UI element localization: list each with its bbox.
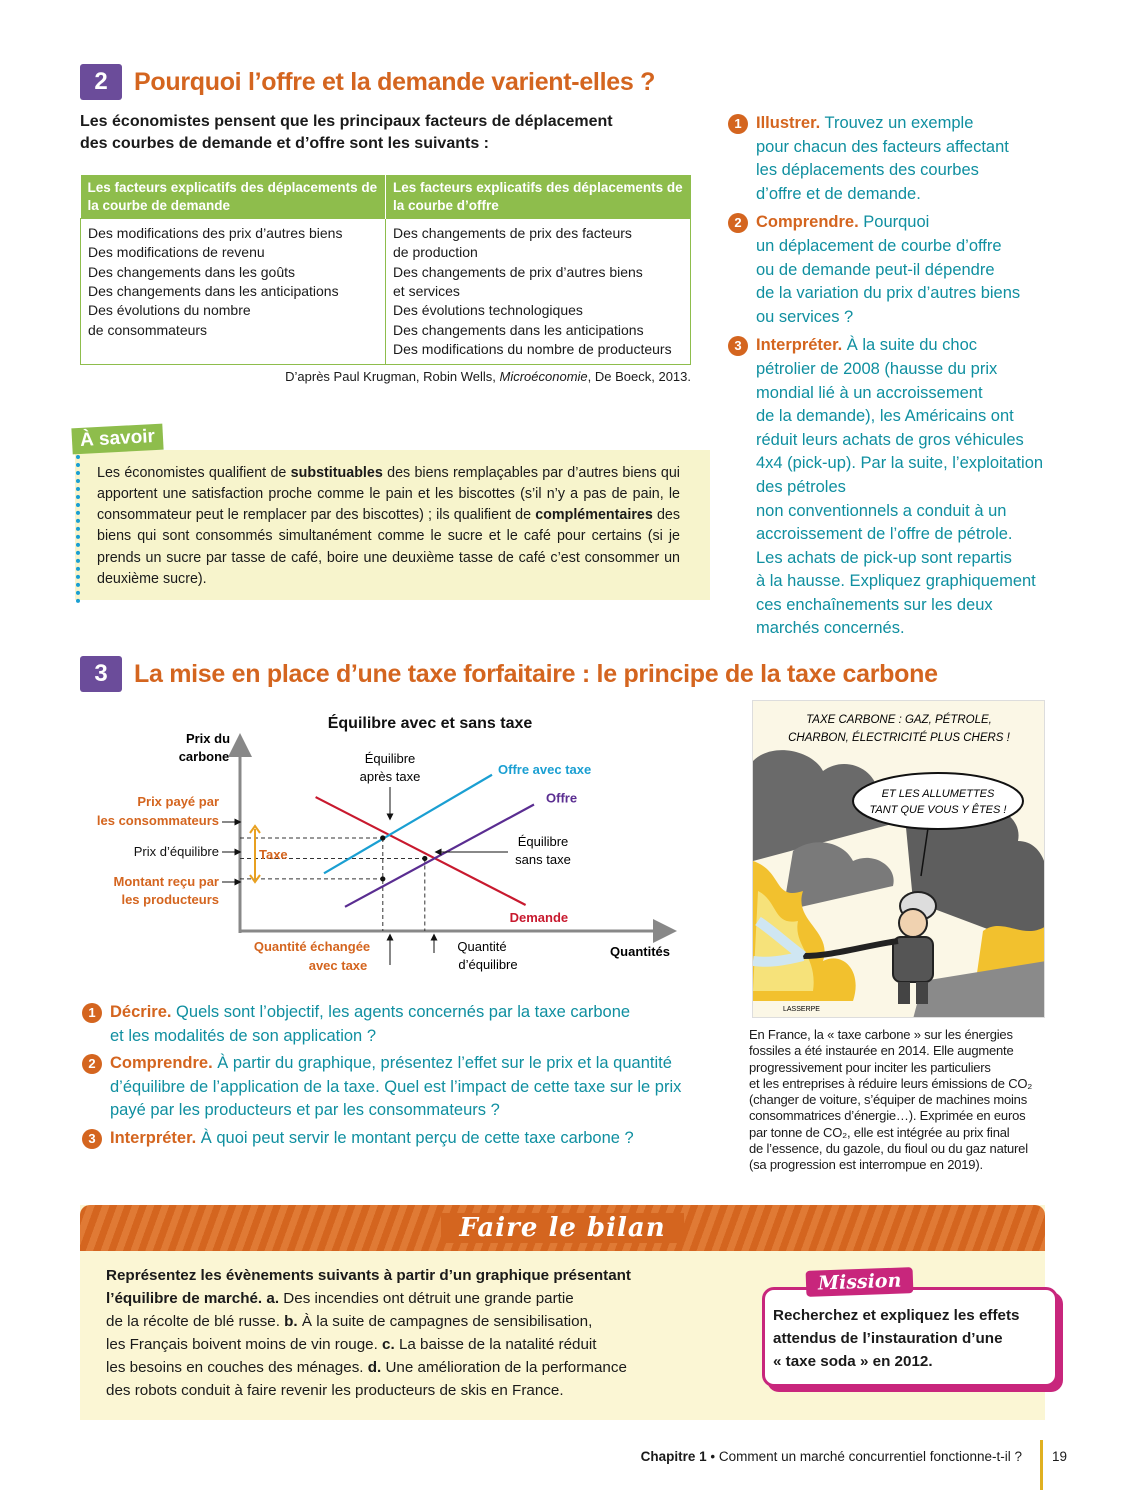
table-line: Des modifications du nombre de producteurs	[393, 340, 672, 357]
series-demande	[316, 797, 526, 905]
mission-box	[762, 1287, 1058, 1387]
table-line: Des changements dans les anticipations	[88, 283, 339, 300]
y-axis-label: Prix du	[185, 731, 231, 746]
table-line: Des changements dans les goûts	[88, 263, 296, 280]
bubble-text: ET LES ALLUMETTES	[881, 788, 995, 800]
series-label: Offre	[546, 790, 578, 806]
equilibrium-point	[380, 835, 385, 840]
bilan-line: des robots conduit à faire revenir les producteurs de skis en France.	[106, 1382, 564, 1400]
bilan-bold-line: Représentez les évènements suivants à partir d’un graphique présentant	[106, 1267, 631, 1284]
question-line: À la suite du choc	[842, 336, 978, 355]
pointer-line	[390, 945, 434, 965]
question-line: des pétroles	[756, 477, 846, 496]
question-line: un déplacement de courbe d’offre	[756, 236, 1002, 255]
section-2-heading	[80, 64, 655, 100]
series-label: Offre avec taxe	[498, 761, 592, 777]
question-line: Pourquoi	[858, 213, 930, 232]
table-cell-supply	[386, 219, 691, 365]
label-montant-recu: les producteurs	[121, 892, 219, 907]
question-line: mondial lié à un accroissement	[756, 383, 983, 402]
question-line: de la demande), les Américains ont	[756, 407, 1014, 426]
caption-line: En France, la « taxe carbone » sur les énergies	[749, 1027, 1013, 1042]
footer-separator: •	[706, 1449, 719, 1464]
question-verb: Illustrer.	[756, 114, 821, 132]
a-savoir-tag: À savoir	[71, 424, 163, 455]
section-title: Pourquoi l’offre et la demande varient-elles ?	[134, 67, 656, 96]
factors-table	[80, 175, 691, 365]
x-axis-label: Quantités	[610, 944, 670, 959]
question-line: réduit leurs achats de gros véhicules	[756, 430, 1024, 449]
caption-line: consommatrices d’énergie…). Exprimée en euros	[749, 1108, 1026, 1124]
bilan-title: Faire le bilan	[441, 1213, 683, 1243]
label-eq-apres: Équilibre	[364, 751, 416, 766]
equilibrium-point	[422, 856, 427, 861]
table-line: Des modifications des prix d’autres biens	[88, 225, 343, 242]
bilan-text	[106, 1264, 706, 1403]
question-verb: Comprendre.	[110, 1054, 213, 1073]
question-number: 3	[82, 1129, 102, 1149]
item-letter: d.	[367, 1359, 382, 1377]
mission-line: « taxe soda » en 2012.	[773, 1353, 933, 1371]
question-number: 1	[82, 1003, 102, 1023]
question-2	[82, 1052, 722, 1123]
label-prix-paye: les consommateurs	[96, 813, 219, 828]
label-q-eq: d’équilibre	[458, 957, 518, 972]
question-verb: Interpréter.	[110, 1128, 197, 1147]
section-number: 2	[80, 64, 122, 100]
cartoon-caption: CHARBON, ÉLECTRICITÉ PLUS CHERS !	[788, 732, 1010, 744]
text: des biens remplaçables par d’autres biens qui apportent une satisfaction proche comme le pain et les biscottes (s’il n’y a pas de pain, le consommateur peut le remplacer par des biscottes) ; ils qualifient de	[97, 465, 680, 524]
label-eq-sans: sans taxe	[515, 852, 571, 867]
label-eq-sans: Équilibre	[517, 834, 569, 849]
bilan-line: La baisse de la natalité réduit	[394, 1336, 597, 1354]
table-source	[80, 369, 691, 384]
question-line: Les achats de pick-up sont repartis	[756, 548, 1012, 567]
mission-line: attendus de l’instauration d’une	[773, 1330, 1003, 1348]
item-letter: a.	[266, 1290, 280, 1308]
bubble-text: TANT QUE VOUS Y ÊTES !	[869, 804, 1007, 816]
source-prefix: D’après Paul Krugman, Robin Wells,	[285, 369, 500, 384]
series-offre	[345, 805, 534, 907]
section-number: 3	[80, 656, 122, 692]
page-bar	[1040, 1440, 1043, 1490]
right-questions	[728, 112, 1058, 641]
question-1	[82, 1001, 722, 1048]
intro-line: Les économistes pensent que les principaux facteurs de déplacement	[80, 113, 613, 130]
label-q-taxe: Quantité échangée	[253, 939, 371, 954]
question-line: pour chacun des facteurs affectant	[756, 137, 1009, 156]
question-line: marchés concernés.	[756, 619, 905, 638]
bilan-line: Une amélioration de la performance	[381, 1359, 627, 1377]
label-eq-apres: après taxe	[359, 769, 421, 784]
cartoon-signature: LASSERPE	[783, 1006, 820, 1013]
a-savoir-text	[97, 463, 680, 590]
text: Les économistes qualifient de	[97, 465, 291, 481]
label-taxe: Taxe	[259, 847, 288, 862]
leg	[898, 982, 910, 1004]
bilan-line: les besoins en couches des ménages.	[106, 1359, 368, 1377]
question-line: ou services ?	[756, 307, 854, 326]
table-line: Des évolutions technologiques	[393, 302, 583, 319]
question-line: et les modalités de son application ?	[110, 1026, 376, 1045]
section-3-heading	[80, 656, 938, 692]
equilibrium-point	[380, 876, 385, 881]
question-number: 2	[728, 213, 748, 233]
table-line: Des modifications de revenu	[88, 244, 265, 261]
leg	[916, 982, 928, 1004]
question-line: À partir du graphique, présentez l’effet sur le prix et la quantité	[212, 1054, 672, 1073]
body	[893, 937, 933, 982]
label-prix-paye: Prix payé par	[137, 794, 219, 809]
question-line: Trouvez un exemple	[820, 114, 974, 132]
question-number: 1	[728, 114, 748, 134]
mission-line: Recherchez et expliquez les effets	[773, 1307, 1020, 1324]
question-line: 4x4 (pick-up). Par la suite, l’exploitation	[756, 454, 1044, 473]
face	[899, 909, 927, 937]
bilan-line: À la suite de campagnes de sensibilisation,	[297, 1313, 593, 1331]
question-1	[728, 112, 1058, 206]
section-title: La mise en place d’une taxe forfaitaire : le principe de la taxe carbone	[134, 659, 938, 688]
question-line: ou de demande peut-il dépendre	[756, 260, 995, 279]
table-line: de production	[393, 244, 478, 261]
question-number: 3	[728, 336, 748, 356]
question-verb: Interpréter.	[756, 336, 843, 355]
bilan-banner	[80, 1205, 1045, 1251]
cartoon-drawing	[753, 701, 1045, 1018]
label-montant-recu: Montant reçu par	[113, 874, 219, 889]
question-line: payé par les producteurs et par les consommateurs ?	[110, 1101, 500, 1120]
mission-text	[773, 1304, 1053, 1373]
question-line: de la variation du prix d’autres biens	[756, 284, 1021, 303]
term-substituables: substituables	[290, 465, 383, 481]
a-savoir-dotted-border	[76, 455, 80, 603]
table-header-demand: Les facteurs explicatifs des déplacements de la courbe de demande	[81, 175, 386, 219]
bilan-line: Des incendies ont détruit une grande partie	[279, 1290, 574, 1308]
caption-line: par tonne de CO₂, elle est intégrée au prix final	[749, 1124, 1010, 1140]
question-line: accroissement de l’offre de pétrole.	[756, 525, 1013, 544]
table-line: et services	[393, 283, 460, 300]
bilan-line: de la récolte de blé russe.	[106, 1313, 285, 1331]
label-q-eq: Quantité	[457, 939, 507, 954]
a-savoir-tag-wrap	[72, 426, 163, 452]
mission-tag: Mission	[806, 1267, 914, 1297]
section-3-questions	[82, 1001, 722, 1151]
section-2-intro	[80, 111, 700, 156]
chart-title: Équilibre avec et sans taxe	[327, 715, 533, 732]
cartoon	[752, 700, 1045, 1018]
item-letter: c.	[382, 1336, 395, 1354]
tax-chart	[80, 705, 680, 980]
question-line: d’offre et de demande.	[756, 184, 921, 203]
footer-chapter: Chapitre 1	[640, 1449, 707, 1464]
caption-line: progressivement pour inciter les particuliers	[749, 1059, 991, 1075]
question-line: ces enchaînements sur les deux	[756, 595, 993, 614]
question-line: d’équilibre de l’application de la taxe. Quel est l’impact de cette taxe sur le prix	[110, 1077, 682, 1096]
question-line: à la hausse. Expliquez graphiquement	[756, 572, 1036, 591]
caption-line: (changer de voiture, s’équiper de machines moins	[749, 1092, 1027, 1107]
speech-bubble	[853, 773, 1023, 829]
label-prix-equilibre: Prix d’équilibre	[133, 844, 219, 859]
question-line: les déplacements des courbes	[756, 161, 979, 180]
label-q-taxe: avec taxe	[308, 958, 368, 973]
question-3	[82, 1127, 722, 1151]
series-label: Demande	[509, 909, 569, 925]
cartoon-caption-text	[749, 1027, 1049, 1173]
page-number: 19	[1052, 1449, 1068, 1464]
table-line: Des changements de prix des facteurs	[393, 225, 632, 242]
intro-line: des courbes de demande et d’offre sont les suivants :	[80, 135, 489, 153]
bilan-bold-line: l’équilibre de marché.	[106, 1290, 263, 1308]
question-line: pétrolier de 2008 (hausse du prix	[756, 359, 998, 378]
mission-tag-wrap	[806, 1269, 913, 1295]
question-verb: Comprendre.	[756, 213, 859, 232]
caption-line: fossiles a été instaurée en 2014. Elle augmente	[749, 1043, 1014, 1059]
cartoon-caption: TAXE CARBONE : GAZ, PÉTROLE,	[806, 714, 992, 726]
question-line: non conventionnels a conduit à un	[756, 501, 1007, 520]
caption-line: de l’essence, du gazole, du fioul ou du gaz naturel	[749, 1140, 1028, 1156]
source-title: Microéconomie	[499, 369, 588, 384]
text: des biens qui sont consommés simultanément comme le sucre et le café pour certains (si je prends un sucre par tasse de café, boire une deuxième tasse de café c’est consommer un deuxième sucre).	[97, 507, 680, 587]
table-line: de consommateurs	[88, 321, 208, 338]
question-line: Quels sont l’objectif, les agents concernés par la taxe carbone	[171, 1003, 631, 1021]
question-number: 2	[82, 1054, 102, 1074]
question-verb: Décrire.	[110, 1003, 172, 1021]
source-suffix: , De Boeck, 2013.	[587, 369, 691, 384]
question-line: À quoi peut servir le montant perçu de cette taxe carbone ?	[196, 1128, 634, 1147]
table-line: Des changements de prix d’autres biens	[393, 263, 643, 280]
caption-line: (sa progression est interrompue en 2019).	[749, 1157, 983, 1172]
caption-line: et les entreprises à réduire leurs émissions de CO₂	[749, 1075, 1033, 1091]
table-line: Des changements dans les anticipations	[393, 321, 644, 338]
item-letter: b.	[284, 1313, 298, 1331]
y-axis-label: carbone	[178, 749, 230, 764]
table-header-supply: Les facteurs explicatifs des déplacements de la courbe d’offre	[386, 175, 691, 219]
footer	[560, 1449, 1022, 1464]
table-line: Des évolutions du nombre	[88, 302, 251, 319]
table-cell-demand	[81, 219, 386, 365]
question-2	[728, 211, 1058, 329]
footer-text: Comment un marché concurrentiel fonctionne-t-il ?	[718, 1449, 1022, 1464]
question-3	[728, 334, 1058, 641]
term-complementaires: complémentaires	[535, 507, 653, 524]
bilan-line: les Français boivent moins de vin rouge.	[106, 1336, 383, 1354]
